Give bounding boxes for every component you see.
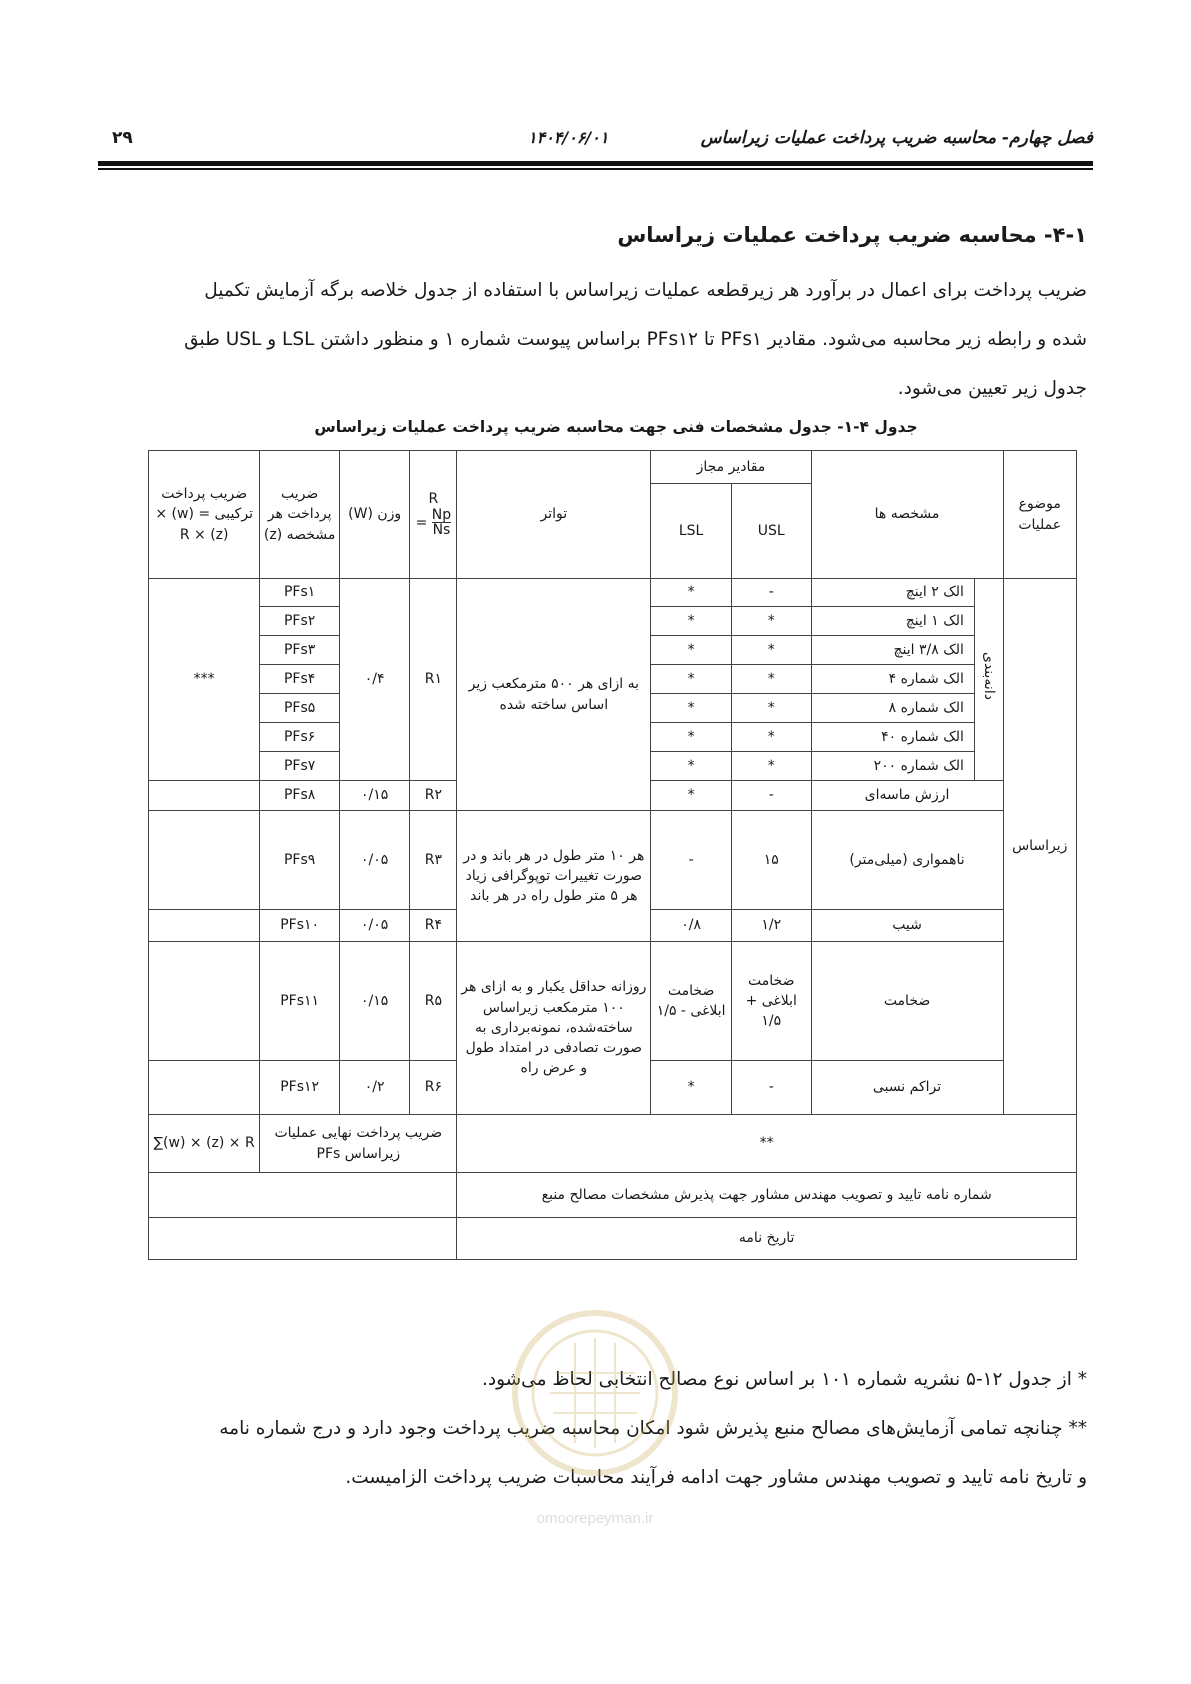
letter-date-value [149, 1218, 457, 1260]
lsl-cell: * [651, 1061, 732, 1115]
usl-cell: ۱۵ [731, 811, 811, 910]
lsl-cell: * [651, 752, 732, 781]
r-cell: R۵ [410, 942, 457, 1061]
r-cell: R۱ [410, 579, 457, 781]
usl-cell: * [731, 723, 811, 752]
intro-paragraph [145, 266, 1087, 413]
pf-cell: PFs۹ [260, 811, 340, 910]
combined-cell [149, 1061, 260, 1115]
lsl-cell: * [651, 665, 732, 694]
header-characteristics: مشخصه ها [811, 451, 1003, 579]
intro-line-2: شده و رابطه زیر محاسبه می‌شود. مقادیر PFs۱ تا PFs۱۲ براساس پیوست شماره ۱ و منظور داشتن LSL و USL طبق [184, 329, 1087, 350]
frequency-cell-2: هر ۱۰ متر طول در هر باند و در صورت تغییرات توپوگرافی زیاد هر ۵ متر طول راه در هر باند [457, 811, 651, 942]
spec-table [148, 450, 1077, 1260]
sand-equivalent-label: ارزش ماسه‌ای [811, 781, 1003, 811]
lsl-cell: ۰/۸ [651, 910, 732, 942]
usl-cell: * [731, 665, 811, 694]
header-usl: USL [731, 484, 811, 579]
pf-cell: PFs۱ [260, 579, 340, 607]
approval-label: شماره نامه تایید و تصویب مهندس مشاور جهت پذیرش مشخصات مصالح منبع [457, 1173, 1077, 1218]
pf-cell: PFs۱۲ [260, 1061, 340, 1115]
combined-cell [149, 942, 260, 1061]
r-cell: R۶ [410, 1061, 457, 1115]
header-factor-z: ضریب پرداخت هر مشخصه (z) [260, 451, 340, 579]
sieve-cell: الک ۳/۸ اینچ [811, 636, 974, 665]
lsl-cell: * [651, 781, 732, 811]
weight-cell: ۰/۱۵ [339, 781, 409, 811]
lsl-cell: * [651, 607, 732, 636]
usl-cell: ۱/۲ [731, 910, 811, 942]
pf-cell: PFs۴ [260, 665, 340, 694]
header-operation: موضوع عملیات [1003, 451, 1077, 579]
footnotes [145, 1355, 1087, 1502]
frequency-cell-3: روزانه حداقل یکبار و به ازای هر ۱۰۰ مترمکعب زیراساس ساخته‌شده، نمونه‌برداری به صورت تصادفی در امتداد طول و عرض راه [457, 942, 651, 1115]
lsl-cell: * [651, 694, 732, 723]
combined-cell: *** [149, 579, 260, 781]
operation-name-cell: زیراساس [1003, 579, 1077, 1115]
roughness-label: ناهمواری (میلی‌متر) [811, 811, 1003, 910]
pf-cell: PFs۲ [260, 607, 340, 636]
note-2b: و تاریخ نامه تایید و تصویب مهندس مشاور جهت ادامه فرآیند محاسبات ضریب پرداخت الزامیست. [345, 1467, 1087, 1488]
combined-cell [149, 781, 260, 811]
combined-cell [149, 811, 260, 910]
note-1: * از جدول ۱۲-۵ نشریه شماره ۱۰۱ بر اساس نوع مصالح انتخابی لحاظ می‌شود. [482, 1369, 1087, 1390]
lsl-cell: * [651, 723, 732, 752]
approval-value [149, 1173, 457, 1218]
usl-cell: - [731, 781, 811, 811]
svg-text:omoorepeyman.ir: omoorepeyman.ir [536, 1510, 654, 1527]
r-cell: R۳ [410, 811, 457, 910]
lsl-cell: - [651, 811, 732, 910]
usl-cell: * [731, 694, 811, 723]
header-r: R = $\frac{Np}{Ns}$ [410, 451, 457, 579]
page-header [98, 128, 1093, 158]
pf-cell: PFs۸ [260, 781, 340, 811]
sieve-cell: الک شماره ۲۰۰ [811, 752, 974, 781]
note-2a: ** چنانچه تمامی آزمایش‌های مصالح منبع پذیرش شود امکان محاسبه ضریب پرداخت وجود دارد و درج شماره نامه [219, 1418, 1087, 1439]
usl-cell: - [731, 1061, 811, 1115]
weight-cell: ۰/۰۵ [339, 910, 409, 942]
final-factor-label: ضریب پرداخت نهایی عملیات زیراساس PFs [260, 1115, 457, 1173]
usl-cell: * [731, 752, 811, 781]
stars-cell: ** [457, 1115, 1077, 1173]
weight-cell: ۰/۰۵ [339, 811, 409, 910]
gradation-label-cell: دانه‌بندی [974, 579, 1003, 781]
weight-cell: ۰/۲ [339, 1061, 409, 1115]
header-rule-thick [98, 161, 1093, 166]
pf-cell: PFs۱۰ [260, 910, 340, 942]
lsl-cell: ضخامت ابلاغی - ۱/۵ [651, 942, 732, 1061]
weight-cell: ۰/۱۵ [339, 942, 409, 1061]
letter-date-label: تاریخ نامه [457, 1218, 1077, 1260]
pf-cell: PFs۵ [260, 694, 340, 723]
pf-cell: PFs۶ [260, 723, 340, 752]
sieve-cell: الک شماره ۴۰ [811, 723, 974, 752]
r-cell: R۲ [410, 781, 457, 811]
lsl-cell: * [651, 579, 732, 607]
header-allowed-values: مقادیر مجاز [651, 451, 811, 484]
header-date: ۱۴۰۴/۰۶/۰۱ [528, 128, 609, 147]
pf-cell: PFs۷ [260, 752, 340, 781]
lsl-cell: * [651, 636, 732, 665]
pf-cell: PFs۳ [260, 636, 340, 665]
usl-cell: - [731, 579, 811, 607]
table-caption: جدول ۴-۱- جدول مشخصات فنی جهت محاسبه ضریب پرداخت عملیات زیراساس [314, 418, 918, 436]
frequency-cell-1: به ازای هر ۵۰۰ مترمکعب زیر اساس ساخته شده [457, 579, 651, 811]
usl-cell: * [731, 607, 811, 636]
sieve-cell: الک ۱ اینچ [811, 607, 974, 636]
slope-label: شیب [811, 910, 1003, 942]
header-rule-thin [98, 168, 1093, 170]
header-frequency: تواتر [457, 451, 651, 579]
r-cell: R۴ [410, 910, 457, 942]
header-combined: ضریب پرداخت ترکیبی = (w) × (z) × R [149, 451, 260, 579]
sieve-cell: الک شماره ۸ [811, 694, 974, 723]
section-title: ۴-۱- محاسبه ضریب پرداخت عملیات زیراساس [617, 223, 1087, 247]
sieve-cell: الک ۲ اینچ [811, 579, 974, 607]
intro-line-1: ضریب پرداخت برای اعمال در برآورد هر زیرقطعه عملیات زیراساس با استفاده از جدول خلاصه برگه آزمایش تکمیل [204, 280, 1087, 301]
page-number: ۲۹ [112, 128, 133, 148]
compaction-label: تراکم نسبی [811, 1061, 1003, 1115]
weight-cell: ۰/۴ [339, 579, 409, 781]
intro-line-3: جدول زیر تعیین می‌شود. [897, 378, 1087, 399]
combined-cell [149, 910, 260, 942]
chapter-title: فصل چهارم- محاسبه ضریب پرداخت عملیات زیراساس [700, 128, 1093, 148]
header-lsl: LSL [651, 484, 732, 579]
header-weight: وزن (W) [339, 451, 409, 579]
sieve-cell: الک شماره ۴ [811, 665, 974, 694]
pf-cell: PFs۱۱ [260, 942, 340, 1061]
usl-cell: ضخامت ابلاغی + ۱/۵ [731, 942, 811, 1061]
usl-cell: * [731, 636, 811, 665]
thickness-label: ضخامت [811, 942, 1003, 1061]
final-formula-cell: ∑(w) × (z) × R [149, 1115, 260, 1173]
